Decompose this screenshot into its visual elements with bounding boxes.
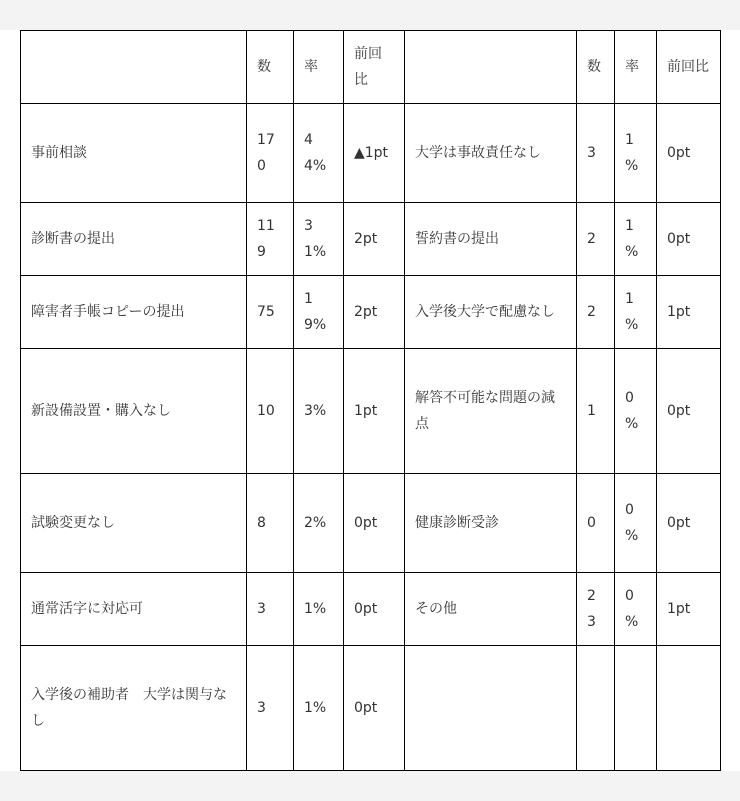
right-rate-cell: 1% — [615, 203, 657, 276]
left-rate-cell: 31% — [294, 203, 344, 276]
header-left-diff: 前回比 — [344, 31, 405, 104]
right-count-cell: 0 — [577, 474, 615, 573]
left-diff-cell: ▲1pt — [344, 104, 405, 203]
left-rate-cell: 19% — [294, 276, 344, 349]
left-item-cell: 通常活字に対応可 — [21, 573, 247, 646]
right-rate-cell: 1% — [615, 276, 657, 349]
right-item-cell — [405, 646, 577, 771]
left-count-cell: 170 — [247, 104, 294, 203]
right-count-cell: 2 — [577, 203, 615, 276]
right-diff-cell: 1pt — [657, 573, 721, 646]
left-rate-cell: 1% — [294, 646, 344, 771]
right-count-cell: 2 — [577, 276, 615, 349]
left-item-cell: 障害者手帳コピーの提出 — [21, 276, 247, 349]
header-right-count: 数 — [577, 31, 615, 104]
left-item-cell: 事前相談 — [21, 104, 247, 203]
table-row — [21, 349, 721, 474]
left-item-cell: 新設備設置・購入なし — [21, 349, 247, 474]
left-diff-cell: 2pt — [344, 203, 405, 276]
left-item-cell: 入学後の補助者 大学は関与なし — [21, 646, 247, 771]
left-rate-cell: 44% — [294, 104, 344, 203]
table-row — [21, 203, 721, 276]
right-rate-cell: 0% — [615, 573, 657, 646]
right-item-cell: 誓約書の提出 — [405, 203, 577, 276]
page-background — [0, 30, 740, 771]
right-rate-cell — [615, 646, 657, 771]
right-rate-cell: 1% — [615, 104, 657, 203]
left-count-cell: 3 — [247, 573, 294, 646]
right-item-cell: 健康診断受診 — [405, 474, 577, 573]
header-right-item — [405, 31, 577, 104]
left-diff-cell: 1pt — [344, 349, 405, 474]
right-rate-cell: 0% — [615, 349, 657, 474]
right-item-cell: その他 — [405, 573, 577, 646]
header-left-item — [21, 31, 247, 104]
left-count-cell: 8 — [247, 474, 294, 573]
table-row — [21, 573, 721, 646]
header-right-rate: 率 — [615, 31, 657, 104]
left-rate-cell: 2% — [294, 474, 344, 573]
left-count-cell: 10 — [247, 349, 294, 474]
left-diff-cell: 0pt — [344, 646, 405, 771]
left-diff-cell: 0pt — [344, 573, 405, 646]
right-count-cell — [577, 646, 615, 771]
right-diff-cell — [657, 646, 721, 771]
left-rate-cell: 1% — [294, 573, 344, 646]
right-diff-cell: 0pt — [657, 104, 721, 203]
data-table — [20, 30, 721, 771]
table-row — [21, 646, 721, 771]
left-diff-cell: 0pt — [344, 474, 405, 573]
right-diff-cell: 1pt — [657, 276, 721, 349]
left-item-cell: 試験変更なし — [21, 474, 247, 573]
table-row — [21, 276, 721, 349]
left-count-cell: 119 — [247, 203, 294, 276]
header-row — [21, 31, 721, 104]
table-row — [21, 474, 721, 573]
left-count-cell: 75 — [247, 276, 294, 349]
left-item-cell: 診断書の提出 — [21, 203, 247, 276]
right-count-cell: 1 — [577, 349, 615, 474]
left-diff-cell: 2pt — [344, 276, 405, 349]
right-item-cell: 大学は事故責任なし — [405, 104, 577, 203]
right-item-cell: 入学後大学で配慮なし — [405, 276, 577, 349]
right-rate-cell: 0% — [615, 474, 657, 573]
header-right-diff: 前回比 — [657, 31, 721, 104]
header-left-count: 数 — [247, 31, 294, 104]
left-rate-cell: 3% — [294, 349, 344, 474]
right-item-cell: 解答不可能な問題の減点 — [405, 349, 577, 474]
right-diff-cell: 0pt — [657, 203, 721, 276]
right-count-cell: 3 — [577, 104, 615, 203]
table-row — [21, 104, 721, 203]
right-diff-cell: 0pt — [657, 474, 721, 573]
header-left-rate: 率 — [294, 31, 344, 104]
left-count-cell: 3 — [247, 646, 294, 771]
right-diff-cell: 0pt — [657, 349, 721, 474]
right-count-cell: 23 — [577, 573, 615, 646]
